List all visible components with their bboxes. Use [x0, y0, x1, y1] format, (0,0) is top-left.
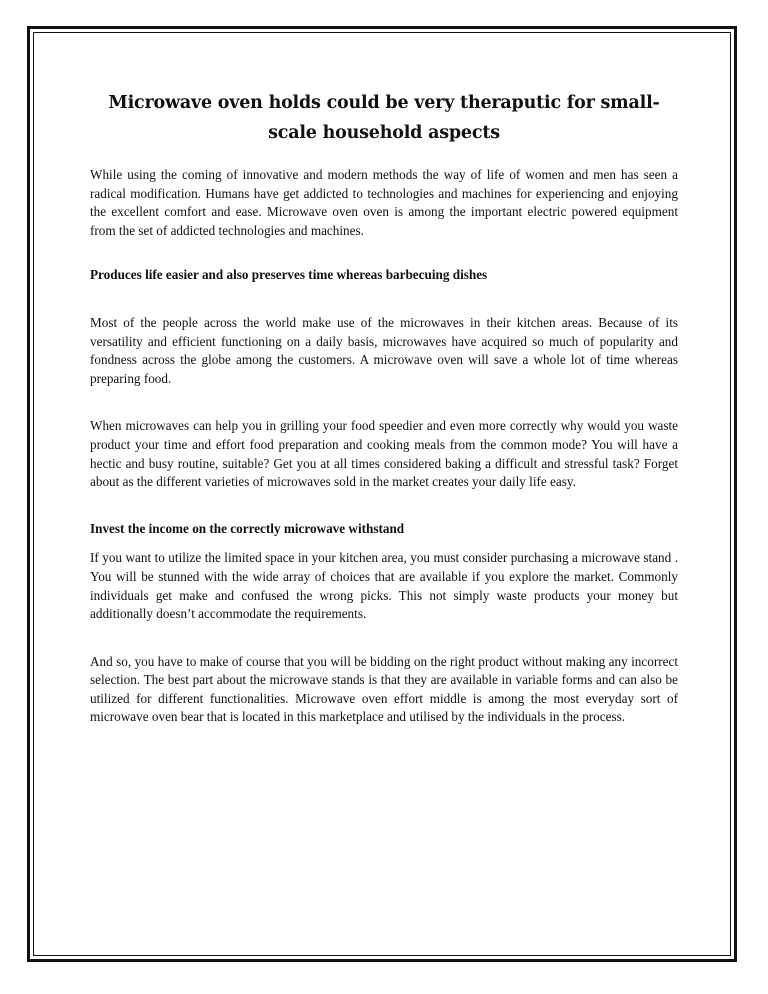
paragraph-microwaves-popularity: Most of the people across the world make use of the microwaves in their kitchen areas. Because of its versatility and efficient functioning on a daily basis, microwaves have acquired so much of popularity and fondness across the globe among the customers. A microwave oven will save a whole lot of time whereas preparing food.	[90, 314, 678, 386]
paragraph-kitchen-space: If you want to utilize the limited space in your kitchen area, you must consider purchasing a microwave stand . You will be stunned with the wide array of choices that are available if you explore the market. Commonly individuals get make and confused the wrong picks. This not simply waste products your money but additionally doesn’t accommodate the requirements.	[90, 550, 678, 622]
section-heading-life-easier: Produces life easier and also preserves time whereas barbecuing dishes	[90, 267, 488, 283]
paragraph-right-product: And so, you have to make of course that you will be bidding on the right product without making any incorrect selection. The best part about the microwave stands is that they are available in variable forms and can also be utilized for different functionalities. Microwave oven effort middle is among the most everyday sort of microwave oven bear that is located in this marketplace and utilised by the individuals in the process.	[90, 653, 678, 725]
paragraph-grilling-food: When microwaves can help you in grilling your food speedier and even more correctly why would you waste product your time and effort food preparation and cooking meals from the common mode? You will have a hectic and busy routine, suitable? Get you at all times considered baking a difficult and stressful task? Forget about as the different varieties of microwaves sold in the market creates your daily life easy.	[90, 418, 678, 490]
document-body	[90, 88, 678, 727]
intro-paragraph: While using the coming of innovative and modern methods the way of life of women and men has seen a radical modification. Humans have get addicted to technologies and machines for experiencing and enjoying the excellent comfort and ease. Microwave oven oven is among the important electric powered equipment from the set of addicted technologies and machines.	[90, 167, 678, 238]
section-heading-microwave-stand: Invest the income on the correctly microwave withstand	[90, 520, 405, 536]
document-title: Microwave oven holds could be very theraputic for small-scale household aspects	[108, 93, 660, 143]
